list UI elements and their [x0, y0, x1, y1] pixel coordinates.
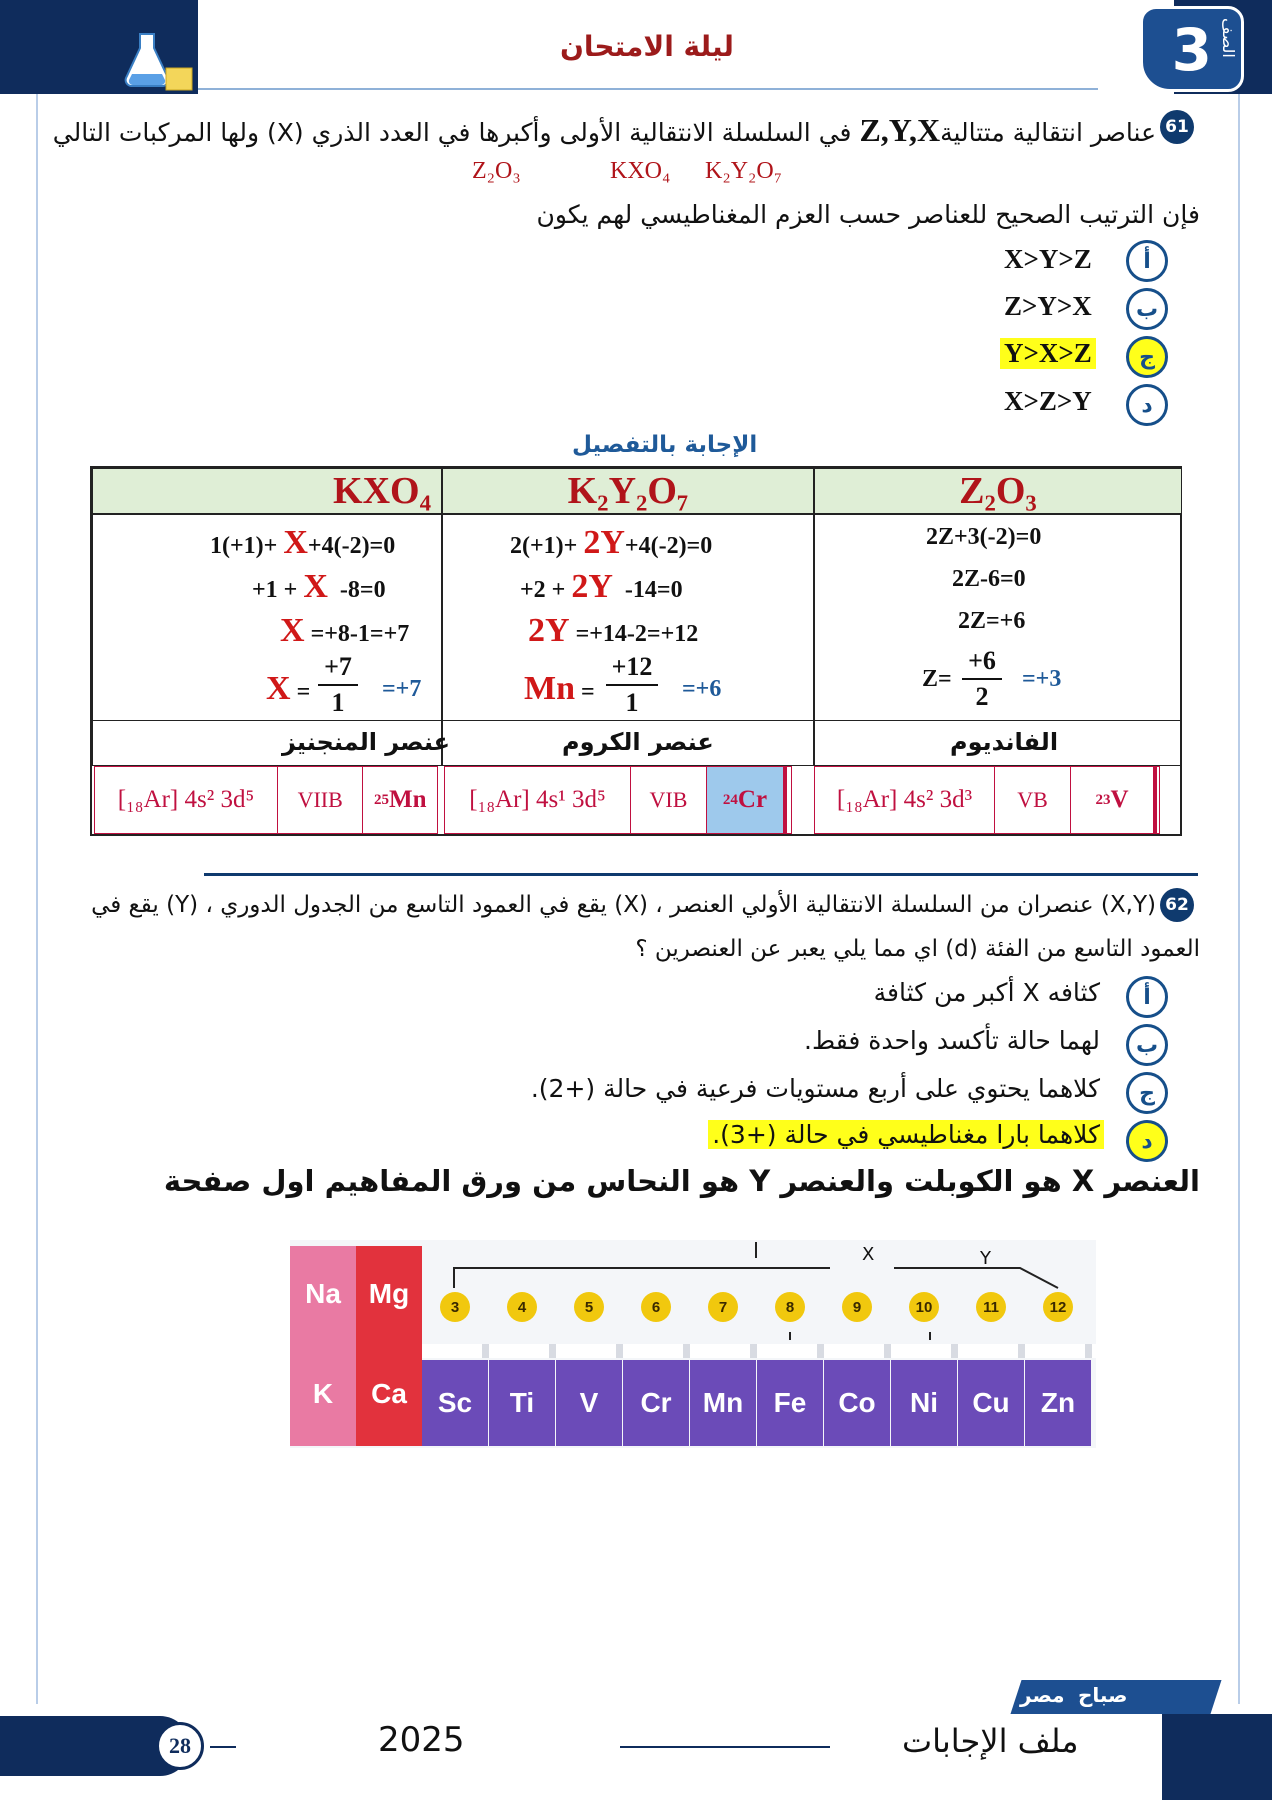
pt-Na: Na — [290, 1246, 356, 1342]
eq-k2y2o7-4 — [524, 670, 595, 708]
q62-explanation: العنصر X هو الكوبلت والعنصر Y هو النحاس من ورق المفاهيم اول صفحة — [163, 1164, 1200, 1198]
eq-k2y2o7-2c: -14=0 — [624, 577, 683, 603]
eq-k2y2o7-1b: 2Y — [583, 524, 625, 561]
option-d-text: X>Z>Y — [1004, 386, 1092, 416]
frac-kxo4-den: 1 — [331, 688, 345, 717]
q62-option-d-marker[interactable]: د — [1126, 1120, 1168, 1162]
frac-k2y2o7-den: 1 — [625, 688, 639, 717]
option-c-text-correct: Y>X>Z — [1000, 338, 1096, 369]
element-name-cr: عنصر الكروم — [562, 728, 714, 756]
eq-k2y2o7-1 — [510, 524, 712, 562]
q62-option-b-text: لهما حالة تأكسد واحدة فقط. — [804, 1026, 1100, 1055]
config-v-electrons: [₁₈Ar] 4s² 3d³ — [815, 767, 995, 833]
frac-kxo4-num: +7 — [324, 652, 352, 681]
eq-k2y2o7-4a: Mn — [524, 670, 575, 707]
left-margin-rule — [36, 94, 38, 1704]
group-11: 11 — [976, 1292, 1006, 1322]
question-text-b: في السلسلة الانتقالية الأولى وأكبرها في العدد الذري (X) ولها المركبات التالي — [52, 118, 852, 147]
pt-K: K — [290, 1342, 356, 1446]
q62-option-c-text: كلاهما يحتوي على أربع مستويات فرعية في حالة (+2). — [530, 1074, 1100, 1103]
config-mn-symbol — [363, 767, 437, 833]
eq-k2y2o7-result: =+6 — [682, 676, 722, 702]
compound-kxo4: KXO₄ — [610, 158, 671, 184]
group-sublabels — [422, 1344, 1096, 1358]
config-v-symbol — [1071, 767, 1157, 833]
eq-kxo4-2a: +1 + — [252, 577, 298, 603]
element-name-mn: عنصر المنجنيز — [282, 728, 451, 756]
periodic-strip — [290, 1240, 1096, 1448]
config-cr-symbol — [707, 767, 787, 833]
pt-Co: Co — [824, 1360, 890, 1446]
option-d-marker[interactable]: د — [1126, 384, 1168, 426]
option-a-marker[interactable]: أ — [1126, 240, 1168, 282]
answer-table — [90, 466, 1182, 836]
config-mn-z: 25 — [373, 791, 389, 808]
eq-z2o3-result: =+3 — [1022, 666, 1062, 692]
pt-Fe: Fe — [757, 1360, 823, 1446]
watermark-text-a: صباح — [1078, 1683, 1128, 1707]
eq-kxo4-result: =+7 — [382, 676, 422, 702]
pt-Ni: Ni — [891, 1360, 957, 1446]
footer-rule-left — [210, 1746, 236, 1748]
compound-z2o3: Z₂O₃ — [472, 158, 521, 184]
config-v — [814, 766, 1160, 834]
config-cr-group: VIB — [631, 767, 707, 833]
question-number-62: 62 — [1160, 888, 1194, 922]
option-a-text: X>Y>Z — [1004, 244, 1092, 274]
element-symbols: Z,Y,X — [859, 112, 941, 148]
header-rule — [198, 88, 1098, 90]
frac-k2y2o7 — [606, 652, 658, 718]
config-v-z: 23 — [1095, 791, 1111, 808]
config-mn — [94, 766, 438, 834]
group-3: 3 — [440, 1292, 470, 1322]
config-mn-electrons: [₁₈Ar] 4s² 3d⁵ — [95, 767, 278, 833]
eq-k2y2o7-3 — [528, 612, 698, 650]
config-mn-group: VIIB — [278, 767, 364, 833]
eq-kxo4-4a: X — [266, 670, 291, 707]
compound-k2y2o7: K₂Y₂O₇ — [705, 158, 783, 184]
grade-label: الصف — [1219, 18, 1238, 58]
eq-kxo4-4eq: = — [296, 679, 311, 705]
pt-V: V — [556, 1360, 622, 1446]
eq-k2y2o7-2b: 2Y — [571, 568, 613, 605]
group-6: 6 — [641, 1292, 671, 1322]
frac-z2o3-den: 2 — [975, 682, 989, 711]
question-text-a: عناصر انتقالية متتالية — [940, 118, 1156, 147]
page-title: ليلة الامتحان — [560, 30, 734, 63]
config-cr-electrons: [₁₈Ar] 4s¹ 3d⁵ — [445, 767, 631, 833]
footer-year: 2025 — [378, 1720, 465, 1760]
eq-kxo4-1b: X — [283, 524, 308, 561]
eq-kxo4-3a: X — [280, 612, 305, 649]
question-prompt: فإن الترتيب الصحيح للعناصر حسب العزم المغناطيسي لهم يكون — [536, 200, 1200, 229]
question-number: 61 — [1160, 110, 1194, 144]
pt-Sc: Sc — [422, 1360, 488, 1446]
q62-option-d-text-correct: كلاهما بارا مغناطيسي في حالة (+3). — [708, 1120, 1104, 1149]
eq-k2y2o7-1a: 2(+1)+ — [510, 533, 578, 559]
page-number: 28 — [156, 1722, 204, 1770]
option-b-marker[interactable]: ب — [1126, 288, 1168, 330]
eq-k2y2o7-3b: =+14-2=+12 — [575, 621, 699, 647]
question-text — [53, 112, 1156, 149]
q62-text-line1: (X,Y) عنصران من السلسلة الانتقالية الأولي العنصر ، (X) يقع في العمود التاسع من الجدول الدوري ، (Y) يقع في — [91, 892, 1156, 918]
section-divider — [204, 873, 1198, 876]
group-5: 5 — [574, 1292, 604, 1322]
eq-kxo4-1c: +4(-2)=0 — [307, 533, 396, 559]
label-x: X — [862, 1244, 875, 1265]
group-7: 7 — [708, 1292, 738, 1322]
eq-k2y2o7-3a: 2Y — [528, 612, 570, 649]
config-cr — [444, 766, 792, 834]
eq-kxo4-2c: -8=0 — [339, 577, 386, 603]
frac-z2o3 — [962, 646, 1002, 712]
option-c-marker[interactable]: ج — [1126, 336, 1168, 378]
eq-kxo4-1a: 1(+1)+ — [210, 533, 278, 559]
frac-z2o3-num: +6 — [968, 646, 996, 675]
config-cr-z: 24 — [722, 791, 738, 808]
eq-k2y2o7-2 — [520, 568, 683, 606]
eq-k2y2o7-2a: +2 + — [520, 577, 566, 603]
group-12: 12 — [1043, 1292, 1073, 1322]
pt-Mg: Mg — [356, 1246, 422, 1342]
eq-kxo4-3 — [280, 612, 409, 650]
flask-icon — [122, 30, 202, 94]
option-b-text: Z>Y>X — [1004, 291, 1092, 321]
eq-kxo4-4 — [266, 670, 310, 708]
frac-kxo4 — [318, 652, 358, 718]
q62-option-b-marker[interactable]: ب — [1126, 1024, 1168, 1066]
label-y: Y — [980, 1248, 991, 1269]
q62-option-c-marker[interactable]: ج — [1126, 1072, 1168, 1114]
pt-Ti: Ti — [489, 1360, 555, 1446]
watermark-text-b: مصر — [1020, 1683, 1065, 1707]
footer-right-band — [1162, 1714, 1272, 1800]
eq-z2o3-1: 2Z+3(-2)=0 — [926, 524, 1042, 550]
eq-kxo4-2b: X — [303, 568, 328, 605]
q62-option-a-text: كثافه X أكبر من كثافة — [873, 978, 1100, 1007]
eq-kxo4-2 — [252, 568, 386, 606]
config-v-sym: V — [1110, 786, 1129, 813]
config-v-group: VB — [995, 767, 1071, 833]
grade-number: 3 — [1171, 16, 1212, 84]
eq-kxo4-1 — [210, 524, 395, 562]
pt-Cu: Cu — [958, 1360, 1024, 1446]
pt-Mn: Mn — [690, 1360, 756, 1446]
config-cr-sym: Cr — [737, 786, 768, 813]
group-4: 4 — [507, 1292, 537, 1322]
q62-text-line2: العمود التاسع من الفئة (d) اي مما يلي يعبر عن العنصرين ؟ — [635, 936, 1200, 962]
right-margin-rule — [1238, 94, 1240, 1704]
group-8: 8 — [775, 1292, 805, 1322]
pt-Cr: Cr — [623, 1360, 689, 1446]
header-kxo4: KXO₄ — [92, 468, 442, 514]
detail-title: الإجابة بالتفصيل — [572, 432, 758, 458]
eq-k2y2o7-4eq: = — [581, 679, 595, 705]
eq-k2y2o7-1c: +4(-2)=0 — [624, 533, 713, 559]
pt-Zn: Zn — [1025, 1360, 1091, 1446]
eq-z2o3-3: 2Z=+6 — [958, 608, 1026, 634]
eq-z2o3-2: 2Z-6=0 — [952, 566, 1026, 592]
group-brackets — [290, 1240, 1096, 1340]
config-mn-sym: Mn — [388, 786, 427, 813]
pt-Ca: Ca — [356, 1342, 422, 1446]
group-10: 10 — [909, 1292, 939, 1322]
q62-option-a-marker[interactable]: أ — [1126, 976, 1168, 1018]
header-k2y2o7: K₂Y₂O₇ — [442, 468, 814, 514]
eq-z2o3-4: Z= — [922, 666, 952, 692]
header-z2o3: Z₂O₃ — [814, 468, 1182, 514]
eq-kxo4-3b: =+8-1=+7 — [310, 621, 410, 647]
footer-rule-mid — [620, 1746, 830, 1748]
footer-label: ملف الإجابات — [902, 1722, 1079, 1760]
element-name-v: الفانديوم — [950, 728, 1059, 756]
frac-k2y2o7-num: +12 — [611, 652, 653, 681]
group-9: 9 — [842, 1292, 872, 1322]
